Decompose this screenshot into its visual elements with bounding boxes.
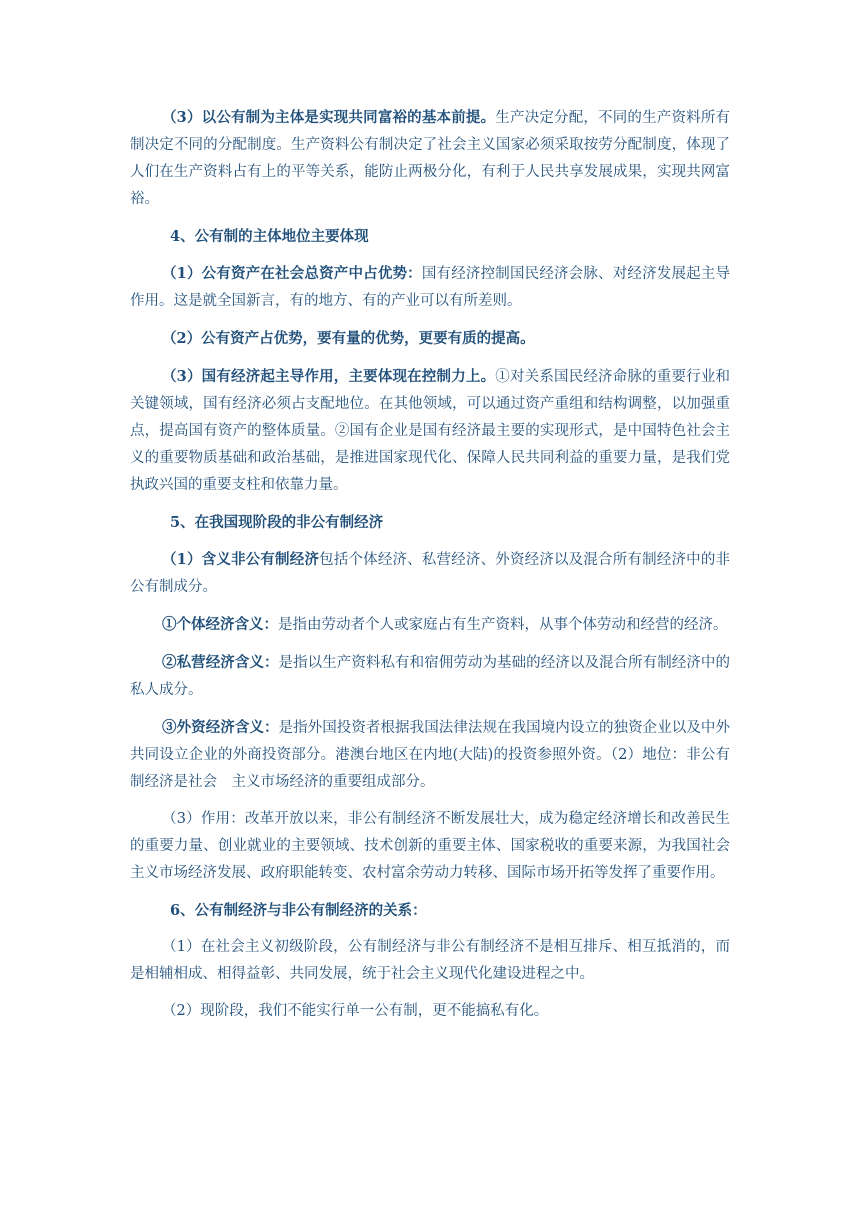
paragraph-public-assets-advantage: [130, 260, 730, 315]
paragraph-private-economy: [130, 649, 730, 704]
paragraph-lead: ③外资经济含义：: [162, 719, 279, 736]
section-heading-4: 4、公有制的主体地位主要体现: [170, 228, 369, 245]
paragraph-body: （2）现阶段，我们不能实行单一公有制，更不能搞私有化。: [162, 1003, 549, 1019]
paragraph-relationship-1: [130, 934, 730, 988]
paragraph-body: （1）在社会主义初级阶段，公有制经济与非公有制经济不是相互排斥、相互抵消的，而是相辅相成、相得益彰、共同发展，统于社会主义现代化建设进程之中。: [130, 939, 730, 982]
paragraph-lead: （1）含义非公有制经济: [162, 551, 320, 568]
paragraph-lead: （2）公有资产占优势，要有量的优势，更要有质的提高。: [162, 330, 535, 347]
paragraph-body: 是指外国投资者根据我国法律法规在我国境内设立的独资企业以及中外共同设立企业的外商投资部分。港澳台地区在内地(大陆)的投资参照外资。（2）地位：非公有制经济是社会 主义市场经济的重要组成部分。: [130, 720, 731, 790]
paragraph-state-economy-leading: [130, 363, 730, 499]
paragraph-body: 改革开放以来，非公有制经济不断发展壮大，成为稳定经济增长和改善民生的重要力量、创业就业的主要领域、技术创新的重要主体、国家税收的重要来源，为我国社会主义市场经济发展、政府职能转变、农村富余劳动力转移、国际市场开拓等发挥了重要作用。: [130, 811, 730, 881]
paragraph-common-prosperity: [130, 104, 730, 213]
paragraph-body: 国有经济控制国民经济会脉、对经济发展起主导作用。这是就全国新言，有的地方、有的产业可以有所差则。: [130, 266, 730, 309]
paragraph-individual-economy: [130, 611, 730, 639]
paragraph-body: 生产决定分配，不同的生产资料所有制决定不同的分配制度。生产资料公有制决定了社会主义国家必须采取按劳分配制度，体现了人们在生产资料占有上的平等关系，能防止两极分化，有利于人民共享发展成果，实现共网富裕。: [130, 110, 731, 207]
paragraph-lead: （3）以公有制为主体是实现共同富裕的基本前提。: [162, 109, 496, 126]
paragraph-role: [130, 806, 730, 887]
paragraph-body: 是指由劳动者个人或家庭占有生产资料，从事个体劳动和经营的经济。: [278, 617, 728, 633]
paragraph-lead: （1）公有资产在社会总资产中占优势：: [162, 265, 422, 282]
document-page: [130, 104, 730, 1035]
paragraph-foreign-economy: [130, 714, 730, 796]
section-heading-5: 5、在我国现阶段的非公有制经济: [170, 514, 384, 531]
paragraph-body: 是指以生产资料私有和宿佣劳动为基础的经济以及混合所有制经济中的私人成分。: [130, 655, 731, 698]
paragraph-quantity-quality: [130, 325, 730, 353]
paragraph-lead: ②私营经济含义：: [162, 654, 279, 671]
paragraph-lead: （3）作用：: [162, 811, 245, 827]
paragraph-body: 包括个体经济、私营经济、外资经济以及混合所有制经济中的非公有制成分。: [130, 552, 730, 595]
paragraph-non-public-definition: [130, 546, 730, 601]
paragraph-relationship-2: [130, 998, 730, 1025]
section-heading-6: 6、公有制经济与非公有制经济的关系：: [170, 902, 427, 919]
paragraph-body: ①对关系国民经济命脉的重要行业和关键领域，国有经济必须占支配地位。在其他领域，可以通过资产重组和结构调整，以加强重点，提高国有资产的整体质量。②国有企业是国有经济最主要的实现形式，是中国特色社会主义的重要物质基础和政治基础，是推进国家现代化、保障人民共同利益的重要力量，是我们党执政兴国的重要支柱和依靠力量。: [130, 369, 731, 493]
paragraph-lead: （3）国有经济起主导作用，主要体现在控制力上。: [162, 368, 496, 385]
paragraph-lead: ①个体经济含义：: [162, 616, 278, 633]
